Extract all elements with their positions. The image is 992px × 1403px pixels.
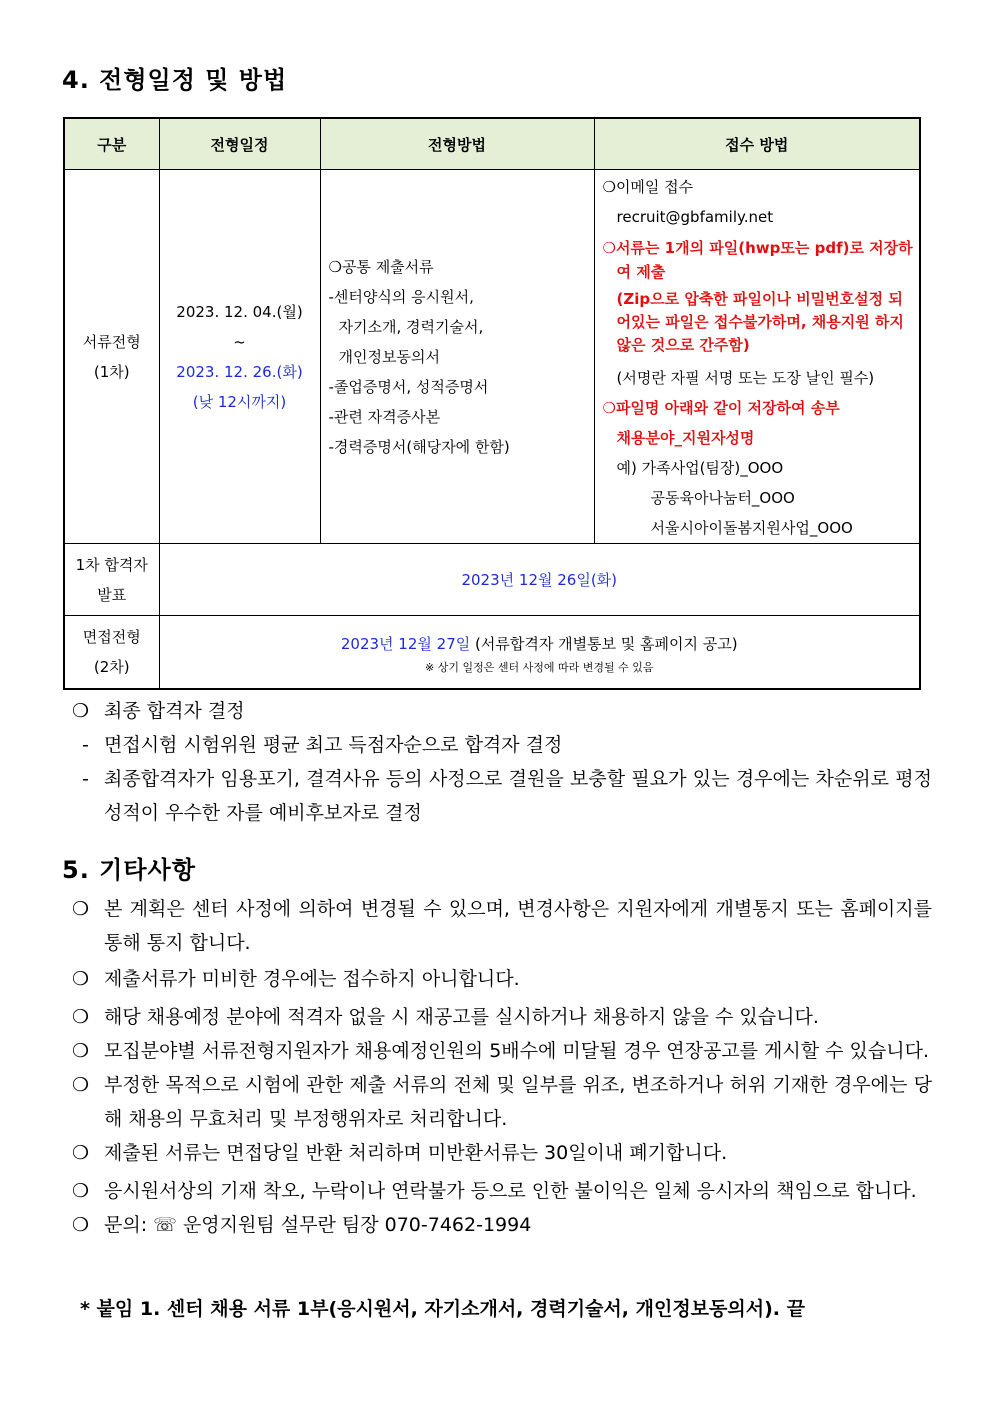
header-schedule: 전형일정 xyxy=(159,118,320,170)
method-line: -센터양식의 응시원서, xyxy=(328,287,474,306)
list-item: 모집분야별 서류전형지원자가 채용예정인원의 5배수에 미달될 경우 연장공고를 게시할 수 있습니다. xyxy=(104,1040,929,1062)
method-line: -졸업증명서, 성적증명서 xyxy=(328,377,489,396)
schedule-tilde: ~ xyxy=(233,332,246,351)
schedule-table xyxy=(63,117,921,690)
method-line: 개인정보동의서 xyxy=(338,347,440,366)
zip-rule: (Zip으로 압축한 파일이나 비밀번호설정 되어있는 파일은 접수불가하며, 채용지원 하지 않은 것으로 간주함) xyxy=(616,290,904,354)
attachment-note: * 붙임 1. 센터 채용 서류 1부(응시원서, 자기소개서, 경력기술서, 개인정보동의서). 끝 xyxy=(80,1298,805,1320)
schedule-end: 2023. 12. 26.(화) xyxy=(176,362,303,381)
schedule-start: 2023. 12. 04.(월) xyxy=(176,302,303,321)
section-5-title: 5. 기타사항 xyxy=(62,856,196,884)
header-method: 전형방법 xyxy=(320,118,594,170)
announcement-date: 2023년 12월 26일(화) xyxy=(159,544,920,616)
schedule-note: ※ 상기 일정은 센터 사정에 따라 변경될 수 있음 xyxy=(425,660,654,674)
example-line: 서울시아이돌봄지원사업_OOO xyxy=(650,519,853,537)
filename-rule: ❍파일명 아래와 같이 저장하여 송부 xyxy=(602,399,840,417)
interview-row xyxy=(64,616,920,689)
doc-receipt xyxy=(594,170,920,544)
list-item: 본 계획은 센터 사정에 의하여 변경될 수 있으며, 변경사항은 지원자에게 개별통지 또는 홈페이지를 통해 통지 합니다. xyxy=(104,898,932,954)
doc-method xyxy=(320,170,594,544)
list-item: 응시원서상의 기재 착오, 누락이나 연락불가 등으로 인한 불이익은 일체 응시자의 책임으로 합니다. xyxy=(104,1180,917,1202)
list-item: 제출서류가 미비한 경우에는 접수하지 아니합니다. xyxy=(104,968,520,990)
bullet-icon: ❍ xyxy=(72,700,90,722)
interview-desc: (서류합격자 개별통보 및 홈페이지 공고) xyxy=(470,634,738,653)
row-label: 서류전형 (1차) xyxy=(64,170,159,544)
bullet-icon: ❍ xyxy=(72,968,90,990)
sign-rule: (서명란 자필 서명 또는 도장 날인 필수) xyxy=(616,369,875,387)
method-line: -경력증명서(해당자에 한함) xyxy=(328,437,510,456)
example-line: 공동육아나눔터_OOO xyxy=(650,489,795,507)
row-label: 1차 합격자 발표 xyxy=(64,544,159,616)
doc-schedule xyxy=(159,170,320,544)
email-title: ❍이메일 접수 xyxy=(602,178,694,196)
interview-info xyxy=(159,616,920,689)
dash-icon: - xyxy=(82,734,89,756)
document-screening-row xyxy=(64,170,920,544)
first-pass-announcement-row xyxy=(64,544,920,616)
bullet-icon: ❍ xyxy=(72,898,90,920)
list-item: 면접시험 시험위원 평균 최고 득점자순으로 합격자 결정 xyxy=(104,734,563,756)
dash-icon: - xyxy=(82,768,89,790)
list-item: 부정한 목적으로 시험에 관한 제출 서류의 전체 및 일부를 위조, 변조하거나 허위 기재한 경우에는 당해 채용의 무효처리 및 부정행위자로 처리합니다. xyxy=(104,1074,932,1130)
example-line: 예) 가족사업(팀장)_OOO xyxy=(616,459,784,477)
method-line: ❍공통 제출서류 xyxy=(328,257,434,276)
final-decision-title: 최종 합격자 결정 xyxy=(104,700,245,722)
header-category: 구분 xyxy=(64,118,159,170)
list-item: 제출된 서류는 면접당일 반환 처리하며 미반환서류는 30일이내 폐기합니다. xyxy=(104,1142,728,1164)
method-line: 자기소개, 경력기술서, xyxy=(338,317,484,336)
bullet-icon: ❍ xyxy=(72,1180,90,1202)
final-decision-block xyxy=(72,694,932,830)
section-4-title: 4. 전형일정 및 방법 xyxy=(62,66,288,94)
header-receipt: 접수 방법 xyxy=(594,118,920,170)
table-header-row xyxy=(64,118,920,170)
row-label: 면접전형 (2차) xyxy=(64,616,159,689)
bullet-icon: ❍ xyxy=(72,1006,90,1028)
bullet-icon: ❍ xyxy=(72,1142,90,1164)
email-address: recruit@gbfamily.net xyxy=(616,208,774,226)
bullet-icon: ❍ xyxy=(72,1040,90,1062)
list-item: 해당 채용예정 분야에 적격자 없을 시 재공고를 실시하거나 채용하지 않을 수 있습니다. xyxy=(104,1006,819,1028)
interview-date: 2023년 12월 27일 xyxy=(340,634,471,653)
schedule-deadline: (낮 12시까지) xyxy=(192,392,287,411)
contact-item: 문의: ☏ 운영지원팀 설무란 팀장 070-7462-1994 xyxy=(104,1214,532,1236)
file-rule: ❍서류는 1개의 파일(hwp또는 pdf)로 저장하여 제출 xyxy=(602,239,913,281)
filename-format: 채용분야_지원자성명 xyxy=(616,429,755,447)
bullet-icon: ❍ xyxy=(72,1214,90,1236)
misc-list xyxy=(72,892,932,1242)
list-item: 최종합격자가 임용포기, 결격사유 등의 사정으로 결원을 보충할 필요가 있는 경우에는 차순위로 평정 성적이 우수한 자를 예비후보자로 결정 xyxy=(104,768,932,824)
method-line: -관련 자격증사본 xyxy=(328,407,441,426)
bullet-icon: ❍ xyxy=(72,1074,90,1096)
